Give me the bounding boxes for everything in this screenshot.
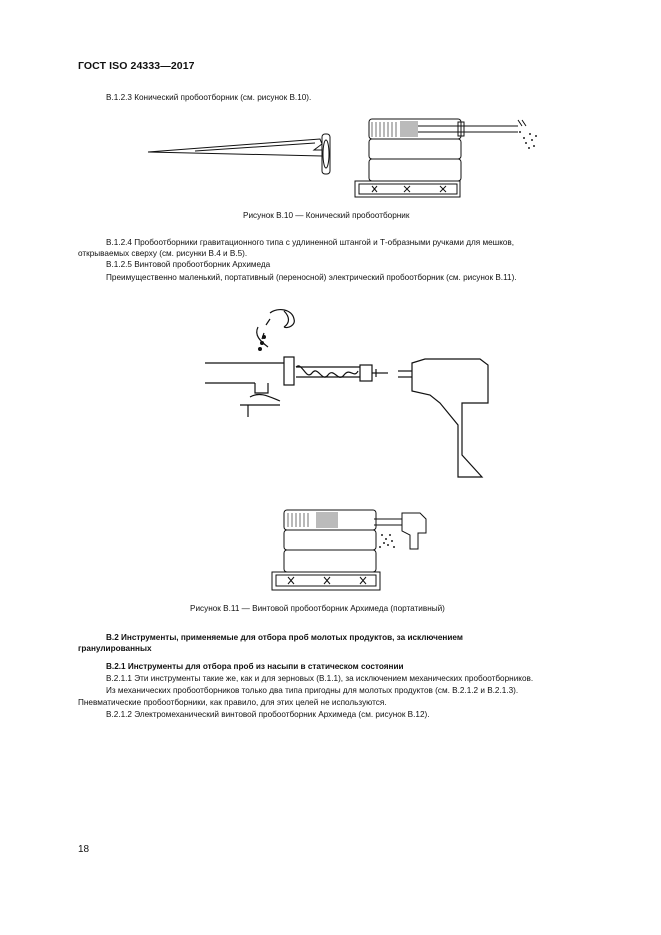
section-b21-title: В.2.1 Инструменты для отбора проб из насыпи в статическом состоянии	[106, 662, 404, 671]
section-b211-line3: Пневматические пробоотборники, как правило, для этих целей не используются.	[78, 698, 387, 707]
section-b124-line2: открываемых сверху (см. рисунки В.4 и В.5).	[78, 249, 248, 258]
section-b2-title-line1: В.2 Инструменты, применяемые для отбора проб молотых продуктов, за исключением	[106, 633, 463, 642]
figure-b10-caption: Рисунок В.10 — Конический пробоотборник	[243, 211, 410, 220]
document-header: ГОСТ ISO 24333—2017	[78, 60, 195, 72]
figure-b11-bag-stack	[270, 505, 450, 600]
figure-b11-portable-auger	[200, 305, 500, 485]
figure-b11-caption: Рисунок В.11 — Винтовой пробоотборник Архимеда (портативный)	[190, 604, 445, 613]
section-b211-line2: Из механических пробоотборников только два типа пригодны для молотых продуктов (см. В.2.1.2 и В.2.1.3).	[106, 686, 519, 695]
section-b125-title: В.1.2.5 Винтовой пробоотборник Архимеда	[106, 260, 271, 269]
section-b212-text: В.2.1.2 Электромеханический винтовой пробоотборник Архимеда (см. рисунок В.12).	[106, 710, 430, 719]
page-number: 18	[78, 844, 90, 855]
section-b123-title: В.1.2.3 Конический пробоотборник (см. рисунок В.10).	[106, 93, 312, 102]
section-b211-text: В.2.1.1 Эти инструменты такие же, как и для зерновых (В.1.1), за исключением механических пробоотборников.	[106, 674, 534, 683]
section-b125-text: Преимущественно маленький, портативный (переносной) электрический пробоотборник (см. рисунок В.11).	[106, 273, 517, 282]
section-b124-line1: В.1.2.4 Пробоотборники гравитационного типа с удлиненной штангой и Т-образными ручками для мешков,	[106, 238, 515, 247]
figure-b10-conical-sampler	[140, 112, 550, 212]
section-b2-title-line2: гранулированных	[78, 644, 152, 653]
